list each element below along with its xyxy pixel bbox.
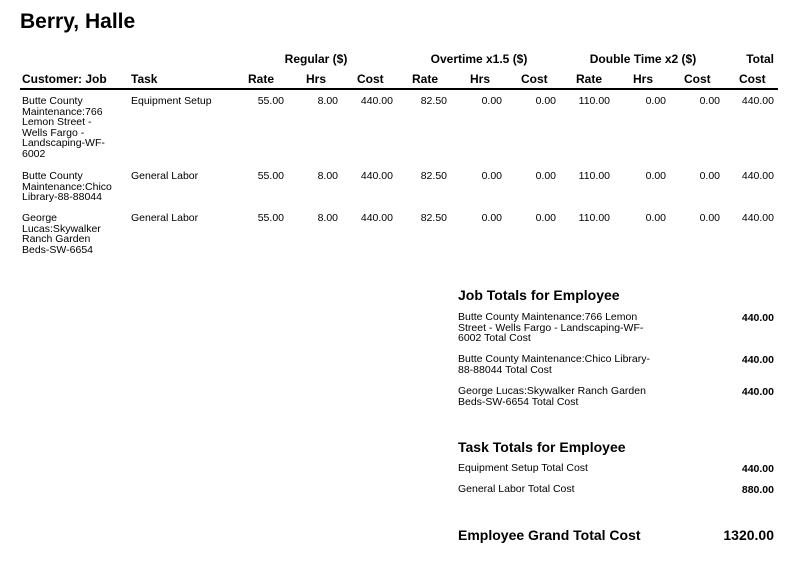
row-overtime-cost: 0.00	[535, 212, 556, 224]
job-total-label: Butte County Maintenance:766 Lemon Street - Wells Fargo - Landscaping-WF-6002 Total Cost	[458, 311, 644, 344]
job-total-value: 440.00	[741, 312, 774, 324]
row-regular-rate: 55.00	[257, 95, 284, 107]
row-overtime-rate: 82.50	[420, 212, 447, 224]
job-total-label: George Lucas:Skywalker Ranch Garden Beds-SW-6654 Total Cost	[458, 385, 646, 408]
row-task: Equipment Setup	[131, 95, 212, 107]
column-header-double-time-hrs: Hrs	[633, 72, 654, 86]
row-regular-cost: 440.00	[360, 212, 393, 224]
column-header-overtime-rate: Rate	[412, 72, 439, 86]
column-header-overtime-hrs: Hrs	[470, 72, 491, 86]
row-overtime-cost: 0.00	[535, 95, 556, 107]
group-header-double-time: Double Time x2 ($)	[589, 52, 697, 66]
row-regular-rate: 55.00	[257, 212, 284, 224]
group-header-regular: Regular ($)	[284, 52, 348, 66]
row-double-time-cost: 0.00	[699, 95, 720, 107]
column-header-task: Task	[131, 72, 158, 86]
row-regular-cost: 440.00	[360, 95, 393, 107]
row-overtime-cost: 0.00	[535, 170, 556, 182]
row-double-time-rate: 110.00	[578, 95, 610, 107]
task-total-value: 440.00	[741, 463, 774, 475]
column-header-total-cost: Cost	[739, 72, 766, 86]
row-double-time-cost: 0.00	[699, 170, 720, 182]
row-double-time-rate: 110.00	[578, 170, 610, 182]
row-regular-cost: 440.00	[360, 170, 393, 182]
column-header-overtime-cost: Cost	[521, 72, 548, 86]
job-total-value: 440.00	[741, 386, 774, 398]
group-header-overtime: Overtime x1.5 ($)	[430, 52, 528, 66]
employee-name: Berry, Halle	[20, 10, 136, 33]
row-task: General Labor	[131, 170, 199, 182]
job-total-value: 440.00	[741, 354, 774, 366]
column-header-double-time-cost: Cost	[684, 72, 711, 86]
column-header-regular-rate: Rate	[248, 72, 275, 86]
task-totals-heading: Task Totals for Employee	[458, 439, 626, 455]
job-totals-heading: Job Totals for Employee	[458, 287, 620, 303]
column-header-double-time-rate: Rate	[576, 72, 603, 86]
row-double-time-hrs: 0.00	[645, 212, 666, 224]
row-total-cost: 440.00	[741, 170, 774, 182]
header-divider	[20, 88, 778, 90]
column-header-regular-cost: Cost	[357, 72, 384, 86]
row-double-time-hrs: 0.00	[645, 95, 666, 107]
task-total-label: General Labor Total Cost	[458, 483, 575, 495]
row-regular-rate: 55.00	[257, 170, 284, 182]
row-customer-job: Butte County Maintenance:Chico Library-88-88044	[22, 170, 112, 203]
column-header-customer-job: Customer: Job	[22, 72, 107, 86]
job-total-label: Butte County Maintenance:Chico Library-88-88044 Total Cost	[458, 353, 651, 376]
row-overtime-rate: 82.50	[420, 170, 447, 182]
grand-total-label: Employee Grand Total Cost	[458, 527, 641, 543]
row-task: General Labor	[131, 212, 199, 224]
row-overtime-hrs: 0.00	[481, 95, 502, 107]
row-double-time-rate: 110.00	[578, 212, 610, 224]
row-total-cost: 440.00	[741, 212, 774, 224]
group-header-total: Total	[746, 52, 774, 66]
row-overtime-hrs: 0.00	[481, 212, 502, 224]
row-double-time-cost: 0.00	[699, 212, 720, 224]
column-header-regular-hrs: Hrs	[306, 72, 327, 86]
row-overtime-rate: 82.50	[420, 95, 447, 107]
task-total-label: Equipment Setup Total Cost	[458, 462, 588, 474]
row-total-cost: 440.00	[741, 95, 774, 107]
row-regular-hrs: 8.00	[317, 95, 338, 107]
row-regular-hrs: 8.00	[317, 212, 338, 224]
row-customer-job: Butte County Maintenance:766 Lemon Street - Wells Fargo - Landscaping-WF-6002	[22, 95, 105, 160]
task-total-value: 880.00	[741, 484, 774, 496]
row-double-time-hrs: 0.00	[645, 170, 666, 182]
row-overtime-hrs: 0.00	[481, 170, 502, 182]
row-regular-hrs: 8.00	[317, 170, 338, 182]
grand-total-value: 1320.00	[723, 527, 774, 543]
row-customer-job: George Lucas:Skywalker Ranch Garden Beds-SW-6654	[22, 212, 101, 256]
